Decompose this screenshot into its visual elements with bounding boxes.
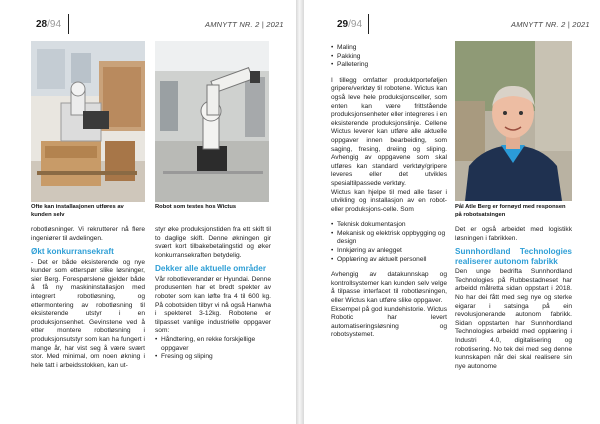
list-item: • Mekanisk og elektrisk oppbygging og design xyxy=(331,230,447,247)
bullet-list xyxy=(331,44,447,70)
list-item: • Opplæring av aktuelt personell xyxy=(331,256,447,265)
right-column-2 xyxy=(455,226,572,371)
paragraph: I tillegg omfatter produktporteføljen gripere/verktøy til robotene. Wictus kan også leve hele produksjonsceller, som enten kan være frittstående produksjonsenheter eller integreres i en eksisterende produksjonslinje. Cellene Wictus leverer kan utføre alle aktuelle oppgaver innen bearbeiding, som saging, fresing, dreiing og sliping. Avhengig av oppgavene som skal utføres kan standard verktøy/gripere leveres eller det utvikles spesialtilpassede verktøy. xyxy=(331,76,447,187)
portrait-photo xyxy=(455,41,572,201)
left-column-1 xyxy=(31,226,145,370)
right-magazine-label: AMNYTT NR. 2 | 2021 xyxy=(511,20,590,29)
right-page xyxy=(304,0,600,424)
right-header-rule xyxy=(368,14,369,34)
list-item: • Innkjøring av anlegget xyxy=(331,247,447,256)
left-column-2 xyxy=(155,226,271,362)
section-heading: Økt konkurransekraft xyxy=(31,247,114,257)
section-heading: Sunnhordland Technologies realiserer autonom fabrikk xyxy=(455,247,572,266)
portrait-photo-caption: Pål Atle Berg er fornøyd med responsen på robotsatsingen xyxy=(455,204,566,218)
paragraph: styr øke produksjonstiden fra ett skift til to daglige skift. Denne økningen gir svært kort tilbakebetalingstid og øker konkurransekraften betydelig. xyxy=(155,226,271,259)
installation-photo xyxy=(31,41,145,202)
left-page xyxy=(0,0,296,424)
paragraph: - Det er både eksisterende og nye kunder som etterspør slike løsninger, sier Berg. Forespørslene gjelder både å få ny maskininstallasjon med integrert robotløsning, og ettermontering av robotløsning til eksisterende utstyr i en produksjonsenhet. Gevinstene ved å etter montere robotløsning i produksjonsutstyr som kan ha fungert i mange år, har vist seg å være svært stor. Med minimal, om noen økning i hele tatt i arbeidsstokken, kan ut- xyxy=(31,258,145,369)
list-item: • Teknisk dokumentasjon xyxy=(331,221,447,230)
left-header-rule xyxy=(68,14,69,34)
paragraph: robotløsninger. Vi rekrutterer nå flere ingeniører til avdelingen. xyxy=(31,226,145,242)
list-item: • Maling xyxy=(331,44,447,53)
right-page-number: 29/94 xyxy=(337,19,363,30)
paragraph: Vår robotleverandør er Hyundai. Denne produsenten har et bredt spekter av roboter som kan løfte fra 4 til 600 kg. På cobotsiden tilbyr vi nå også Hanwha i spekteret 3-12kg. Robotene er tilpasset vanlige industrielle oppgaver som: xyxy=(155,275,271,335)
paragraph: Avhengig av datakunnskap og kontrollsystemer kan kunden selv velge å tilpasse interfacet til robotløsningen, eller Wictus kan utføre slike oppgaver. xyxy=(331,271,447,305)
robot-test-photo xyxy=(155,41,269,202)
section-heading: Dekker alle aktuelle områder xyxy=(155,264,267,274)
paragraph: Det er også arbeidet med logistikk løsningen i fabrikken. xyxy=(455,226,572,242)
list-item: • Fresing og sliping xyxy=(155,353,271,362)
robot-test-photo-caption: Robot som testes hos Wictus xyxy=(155,204,237,210)
right-column-1 xyxy=(331,44,447,340)
bullet-list xyxy=(155,336,271,362)
paragraph: Den unge bedrifta Sunnhordland Technologies på Rubbestadneset har arbeidd målretta sidan oppstart i 2018. No har dei fått med seg nye og sterke eigarar i satsinga på ein revolusjonerande autonom fabrikk. Sidan oppstarten har Sunnhordland Technologies arbeidd med opplæring i Industri 4.0, digitalisering og robotisering. No tek dei med seg denne kunnskapen når dei skal realisere sin nye autonome xyxy=(455,268,572,370)
bullet-list xyxy=(331,221,447,264)
left-magazine-label: AMNYTT NR. 2 | 2021 xyxy=(205,20,284,29)
list-item: • Palletering xyxy=(331,61,447,70)
installation-photo-caption: Ofte kan installasjonen utføres av kunden selv xyxy=(31,204,124,218)
paragraph: Eksempel på god kundehistorie. Wictus Robotic har levert automatiseringsløsning og robotsystemet. xyxy=(331,305,447,339)
page-gutter xyxy=(296,0,304,424)
list-item: • Håndtering, en rekke forskjellige oppgaver xyxy=(155,336,271,353)
left-page-number: 28/94 xyxy=(36,19,62,30)
list-item: • Pakking xyxy=(331,53,447,62)
paragraph: Wictus kan hjelpe til med alle faser i utvikling og installasjon av en robot- eller produksjons-celle. Som xyxy=(331,188,447,213)
